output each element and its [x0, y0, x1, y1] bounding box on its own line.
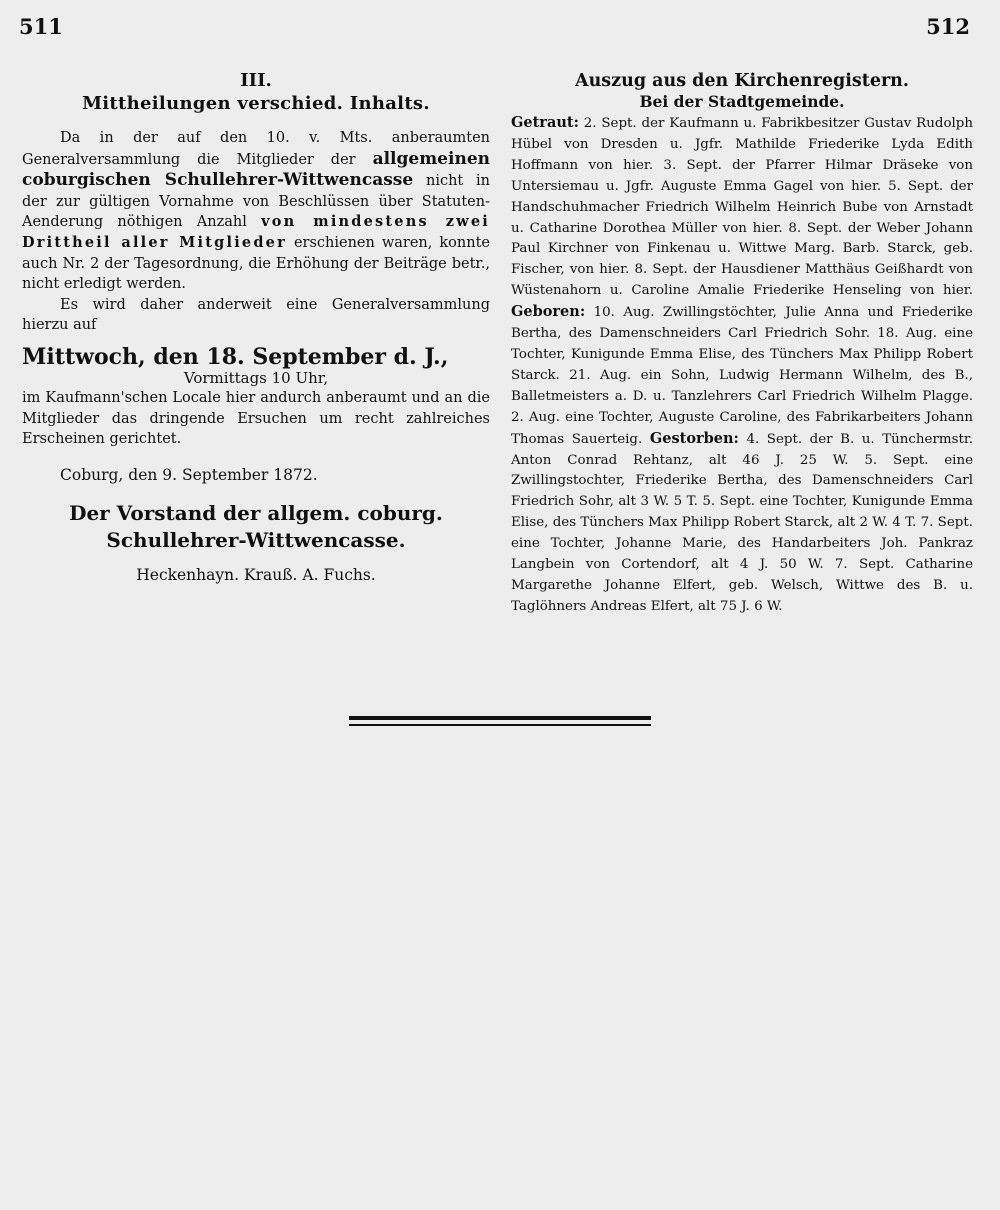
- register-subtitle: Bei der Stadtgemeinde.: [639, 92, 845, 111]
- marriages-label: Getraut:: [511, 114, 579, 131]
- location-paragraph: im Kaufmann'schen Locale hier andurch anberaumt und an die Mitglieder das dringende Ersuchen um recht zahlreiches Erscheinen gerichtet.: [22, 389, 490, 448]
- meeting-time: Vormittags 10 Uhr,: [183, 368, 329, 387]
- signatories: Heckenhayn. Krauß. A. Fuchs.: [136, 565, 376, 584]
- paragraph-text: Da in der auf den 10. v. Mts. anberaumten Generalversammlung die Mitglieder der: [22, 130, 490, 168]
- births-text: 10. Aug. Zwillingstöchter, Julie Anna und Friederike Bertha, des Damenschneiders Carl Friedrich Sohr. 18. Aug. eine Tochter, Kunigunde Emma Elise, des Tünchers Max Philipp Robert Starck. 21. Aug. ein Sohn, Ludwig Hermann Wilhelm, des B., Balletmeisters a. D. u. Tanzlehrers Carl Friedrich Wilhelm Plagge. 2. Aug. eine Tochter, Auguste Caroline, des Fabrikarbeiters Johann Thomas Sauerteig.: [511, 305, 973, 447]
- emphasized-text: von mindestens zwei Drittheil aller Mitglieder: [22, 213, 490, 251]
- register-entries: [511, 113, 973, 618]
- rule-thick: [349, 716, 651, 720]
- section-number: III.: [240, 70, 272, 91]
- section-title: Mittheilungen verschied. Inhalts.: [82, 93, 430, 114]
- summons-paragraph: Es wird daher anderweit eine Generalversammlung hierzu auf: [22, 296, 490, 334]
- place-date: Coburg, den 9. September 1872.: [60, 465, 318, 484]
- deaths-label: Gestorben:: [649, 429, 739, 447]
- page-number-right: 512: [926, 14, 970, 39]
- left-column: [22, 70, 490, 586]
- fund-name: allgemeinen coburgischen Schullehrer-Wittwencasse: [22, 148, 490, 191]
- board-line-1: Der Vorstand der allgem. coburg.: [69, 500, 443, 525]
- register-title: Auszug aus den Kirchenregistern.: [575, 71, 909, 91]
- page-number-left: 511: [19, 14, 63, 39]
- births-label: Geboren:: [511, 303, 586, 321]
- closing-double-rule: [349, 716, 651, 726]
- deaths-text: 4. Sept. der B. u. Tünchermstr. Anton Conrad Rehtanz, alt 46 J. 25 W. 5. Sept. eine Zwillingstochter, Friederike Bertha, des Damenschneiders Carl Friedrich Sohr, alt 3 W. 5 T. 5. Sept. eine Tochter, Kunigunde Emma Elise, des Tünchers Max Philipp Robert Starck, alt 2 W. 4 T. 7. Sept. eine Tochter, Johanne Marie, des Handarbeiters Joh. Pankraz Langbein von Cortendorf, alt 4 J. 50 W. 7. Sept. Catharine Margarethe Johanne Elfert, geb. Welsch, Wittwe des B. u. Taglöhners Andreas Elfert, alt 75 J. 6 W.: [511, 431, 974, 614]
- rule-thin: [349, 724, 651, 726]
- marriages-text: 2. Sept. der Kaufmann u. Fabrikbesitzer Gustav Rudolph Hübel von Dresden u. Jgfr. Mathilde Friederike Lyda Edith Hoffmann von hier. 3. Sept. der Pfarrer Hilmar Dräseke von Untersiemau u. Jgfr. Auguste Emma Gagel von hier. 5. Sept. der Handschuhmacher Friedrich Wilhelm Heinrich Bube von Arnstadt u. Catharine Dorothea Müller von hier. 8. Sept. der Weber Johann Paul Kirchner von Finkenau u. Wittwe Marg. Barb. Starck, geb. Fischer, von hier. 8. Sept. der Hausdiener Matthäus Geißhardt von Wüstenahorn u. Caroline Amalie Friederike Henseling von hier.: [511, 116, 973, 299]
- board-heading: [22, 500, 490, 554]
- meeting-date: Mittwoch, den 18. September d. J.,: [22, 343, 449, 370]
- paragraph-text: erschienen waren, konnte auch Nr. 2 der Tagesordnung, die Erhöhung der Beiträge betr., nicht erledigt werden.: [22, 234, 490, 293]
- board-line-2: Schullehrer-Wittwencasse.: [106, 527, 406, 552]
- announcement-paragraph: [22, 128, 490, 295]
- paragraph-text: nicht in der zur gültigen Vornahme von Beschlüssen über Statuten-Aenderung nöthigen Anzahl: [22, 173, 491, 231]
- right-column: [511, 70, 973, 618]
